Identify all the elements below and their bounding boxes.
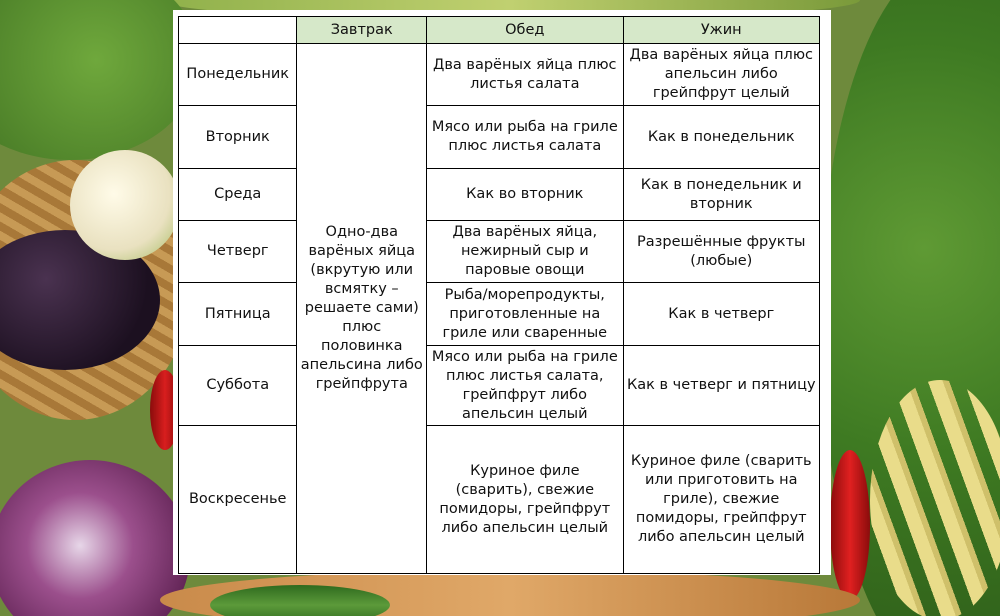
background-red-cabbage <box>0 460 190 616</box>
day-cell: Пятница <box>179 283 297 346</box>
header-row <box>179 17 820 44</box>
header-breakfast: Завтрак <box>297 17 427 44</box>
dinner-cell: Как в понедельник и вторник <box>623 169 819 221</box>
day-cell: Суббота <box>179 346 297 426</box>
table-row <box>179 221 820 283</box>
lunch-cell: Два варёных яйца, нежирный сыр и паровые овощи <box>427 221 623 283</box>
background-beans <box>870 380 1000 616</box>
lunch-cell: Два варёных яйца плюс листья салата <box>427 44 623 106</box>
lunch-cell: Мясо или рыба на гриле плюс листья салата <box>427 106 623 169</box>
header-corner <box>179 17 297 44</box>
dinner-cell: Два варёных яйца плюс апельсин либо грейпфрут целый <box>623 44 819 106</box>
table-row <box>179 346 820 426</box>
background-cauliflower <box>70 150 180 260</box>
diet-table <box>178 16 820 574</box>
table-row <box>179 169 820 221</box>
header-dinner: Ужин <box>623 17 819 44</box>
day-cell: Среда <box>179 169 297 221</box>
table-row <box>179 426 820 574</box>
day-cell: Понедельник <box>179 44 297 106</box>
breakfast-cell: Одно-два варёных яйца (вкрутую или всмятку – решаете сами) плюс половинка апельсина либо грейпфрута <box>297 44 427 574</box>
dinner-cell: Как в четверг и пятницу <box>623 346 819 426</box>
dinner-cell: Как в понедельник <box>623 106 819 169</box>
day-cell: Воскресенье <box>179 426 297 574</box>
dinner-cell: Как в четверг <box>623 283 819 346</box>
lunch-cell: Мясо или рыба на гриле плюс листья салата, грейпфрут либо апельсин целый <box>427 346 623 426</box>
table-row <box>179 106 820 169</box>
lunch-cell: Как во вторник <box>427 169 623 221</box>
diet-table-card <box>173 10 831 575</box>
day-cell: Четверг <box>179 221 297 283</box>
dinner-cell: Разрешённые фрукты (любые) <box>623 221 819 283</box>
table-row <box>179 44 820 106</box>
background-red-pepper-right <box>830 450 870 600</box>
lunch-cell: Рыба/морепродукты, приготовленные на гриле или сваренные <box>427 283 623 346</box>
day-cell: Вторник <box>179 106 297 169</box>
lunch-cell: Куриное филе (сварить), свежие помидоры, грейпфрут либо апельсин целый <box>427 426 623 574</box>
header-lunch: Обед <box>427 17 623 44</box>
dinner-cell: Куриное филе (сварить или приготовить на гриле), свежие помидоры, грейпфрут либо апельсин целый <box>623 426 819 574</box>
table-row <box>179 283 820 346</box>
background-onions-left <box>0 0 200 160</box>
